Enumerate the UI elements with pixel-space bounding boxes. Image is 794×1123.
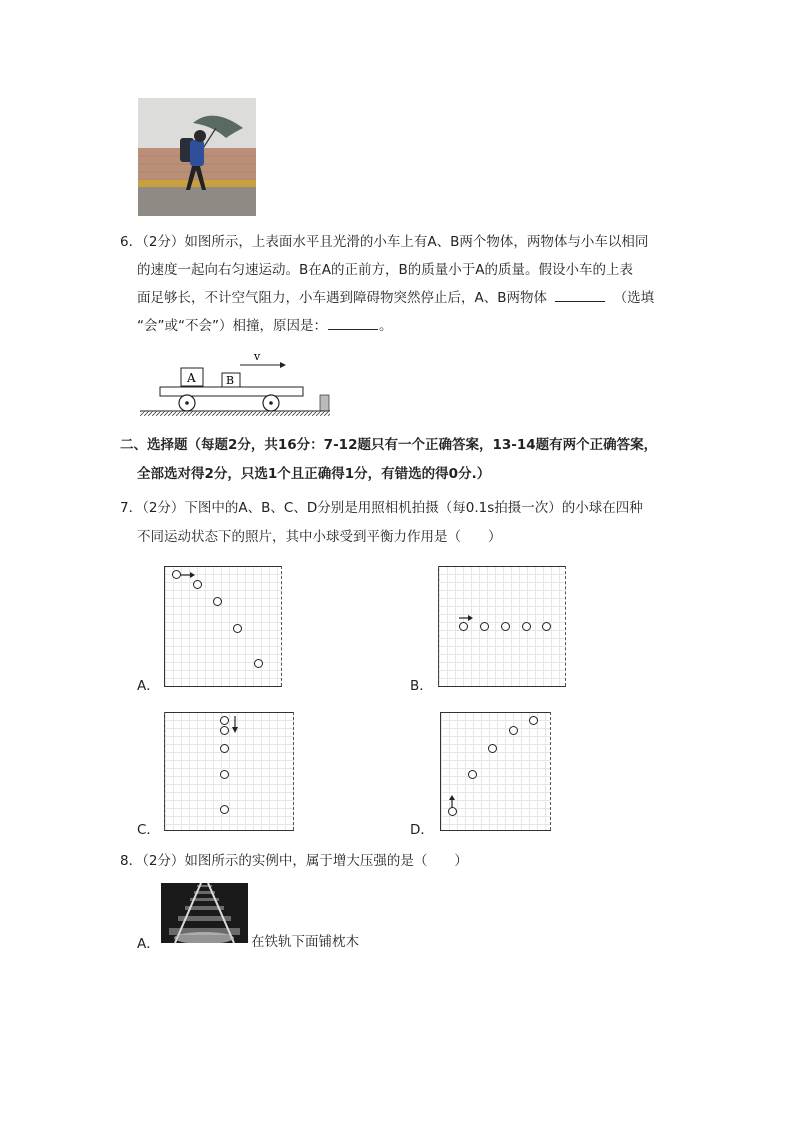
ball [522,622,531,631]
ball [448,807,457,816]
ball [254,659,263,668]
section-2-heading-line-1: 二、选择题（每题2分，共16分：7-12题只有一个正确答案，13-14题有两个正确答案， [120,437,658,453]
ball [468,770,477,779]
ball [213,597,222,606]
q6-line-4-post: 。 [378,318,393,334]
q7-option-a-label[interactable]: A． [137,678,160,694]
velocity-label: v [254,350,261,363]
obstacle [320,395,329,411]
section-2-heading-line-2: 全部选对得2分，只选1个且正确得1分，有错选的得0分.） [137,466,491,482]
cart-body [160,387,303,396]
q6-line-3-pre: 面足够长，不计空气阻力，小车遇到障碍物突然停止后，A、B两物体 [137,290,547,306]
q6-line-2: 的速度一起向右匀速运动。B在A的正前方，B的质量小于A的质量。假设小车的上表 [137,262,633,278]
q7-option-b-figure[interactable] [438,566,566,687]
q8-option-a-label[interactable]: A． [137,936,160,952]
ball [529,716,538,725]
ball [233,624,242,633]
ball [480,622,489,631]
ball [509,726,518,735]
block-b-label: B [226,374,235,387]
q7-option-b-label[interactable]: B． [410,678,433,694]
ball [459,622,468,631]
ball [220,716,229,725]
railway-track-photo [161,883,248,943]
ball [220,770,229,779]
q8-option-a-text: 在铁轨下面铺枕木 [251,934,359,950]
q6-answer-blank-1[interactable] [555,289,605,302]
block-a-label: A [187,371,196,385]
ball [193,580,202,589]
ball [488,744,497,753]
ball [542,622,551,631]
q7-option-d-figure[interactable] [440,712,551,831]
q6-line-4-pre: “会”或“不会”）相撞，原因是： [137,318,327,334]
umbrella-photo [138,98,256,216]
q6-line-3-post: （选填 [613,290,655,306]
q8-line-1: 8．（2分）如图所示的实例中，属于增大压强的是（ ） [120,853,468,869]
q7-line-2: 不同运动状态下的照片，其中小球受到平衡力作用是（ ） [137,529,502,545]
q6-line-3 [137,288,654,308]
ball [172,570,181,579]
q6-line-1: 6．（2分）如图所示，上表面水平且光滑的小车上有A、B两个物体，两物体与小车以相同 [120,234,649,250]
ball [220,726,229,735]
q7-option-d-label[interactable]: D． [410,822,434,838]
q7-option-c-figure[interactable] [164,712,294,831]
q6-line-4 [137,316,392,336]
q6-answer-blank-2[interactable] [328,317,378,330]
ball [501,622,510,631]
q7-line-1: 7．（2分）下图中的A、B、C、D分别是用照相机拍摄（每0.1s拍摄一次）的小球在四种 [120,500,643,516]
q7-option-c-label[interactable]: C． [137,822,160,838]
ball [220,805,229,814]
cart-figure [140,348,340,423]
ball [220,744,229,753]
q7-option-a-figure[interactable] [164,566,282,687]
